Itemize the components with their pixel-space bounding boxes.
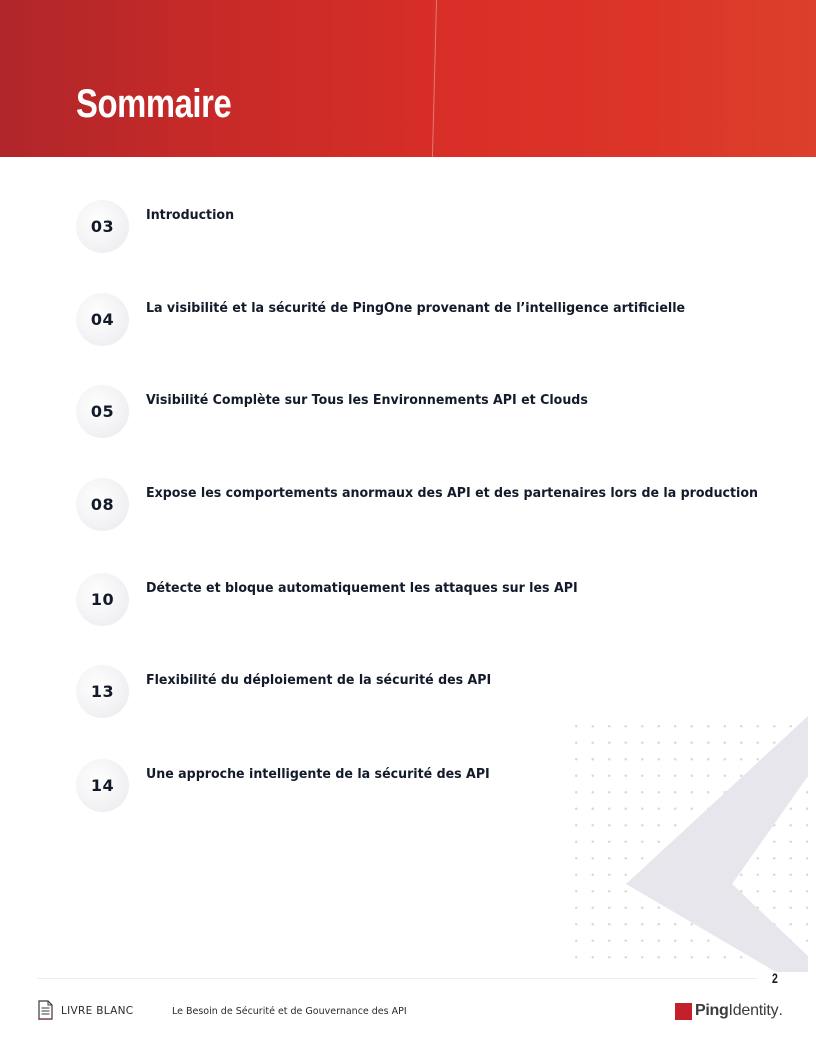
chevron-left-decoration-icon xyxy=(626,716,808,972)
toc-item[interactable] xyxy=(76,293,796,347)
toc-number-badge xyxy=(76,759,129,812)
toc-number-badge xyxy=(76,573,129,626)
toc-item[interactable] xyxy=(76,665,796,719)
logo-text-regular: Identity xyxy=(728,1002,779,1019)
toc-label: Une approche intelligente de la sécurité des API xyxy=(146,767,490,782)
toc-page-number: 03 xyxy=(90,217,115,236)
toc-number-badge xyxy=(76,665,129,718)
toc-number-badge xyxy=(76,293,129,346)
toc-page-number: 13 xyxy=(90,682,115,701)
toc-label: Flexibilité du déploiement de la sécurité des API xyxy=(146,673,492,688)
document-type: LIVRE BLANC xyxy=(61,1005,134,1017)
toc-label: Visibilité Complète sur Tous les Environnements API et Clouds xyxy=(146,393,588,408)
toc-label: La visibilité et la sécurité de PingOne provenant de l’intelligence artificielle xyxy=(146,301,686,316)
toc-page-number: 04 xyxy=(90,310,115,329)
toc-page-number: 14 xyxy=(90,776,115,795)
toc-label: Expose les comportements anormaux des API et des partenaires lors de la production xyxy=(146,486,759,501)
header-banner xyxy=(0,0,816,157)
toc-number-badge xyxy=(76,385,129,438)
toc-item[interactable] xyxy=(76,385,796,439)
toc-number-badge xyxy=(76,200,129,253)
footer-divider xyxy=(37,978,757,979)
banner-divider xyxy=(432,0,437,157)
page-number: 2 xyxy=(772,970,778,986)
toc-item[interactable] xyxy=(76,573,796,627)
toc-item[interactable] xyxy=(76,200,796,254)
toc-item[interactable] xyxy=(76,478,796,532)
logo-square-icon xyxy=(675,1003,692,1020)
toc-label: Détecte et bloque automatiquement les attaques sur les API xyxy=(146,581,578,596)
toc-page-number: 05 xyxy=(90,402,115,421)
logo-text-suffix: . xyxy=(778,1002,783,1019)
toc-label: Introduction xyxy=(146,208,235,223)
toc-number-badge xyxy=(76,478,129,531)
document-icon xyxy=(37,1000,53,1020)
ping-identity-logo xyxy=(675,1002,783,1020)
toc-page-number: 10 xyxy=(90,590,115,609)
document-title: Le Besoin de Sécurité et de Gouvernance des API xyxy=(172,1006,407,1017)
logo-text-bold: Ping xyxy=(695,1002,729,1019)
toc-page-number: 08 xyxy=(90,495,115,514)
page-title: Sommaire xyxy=(76,82,232,126)
